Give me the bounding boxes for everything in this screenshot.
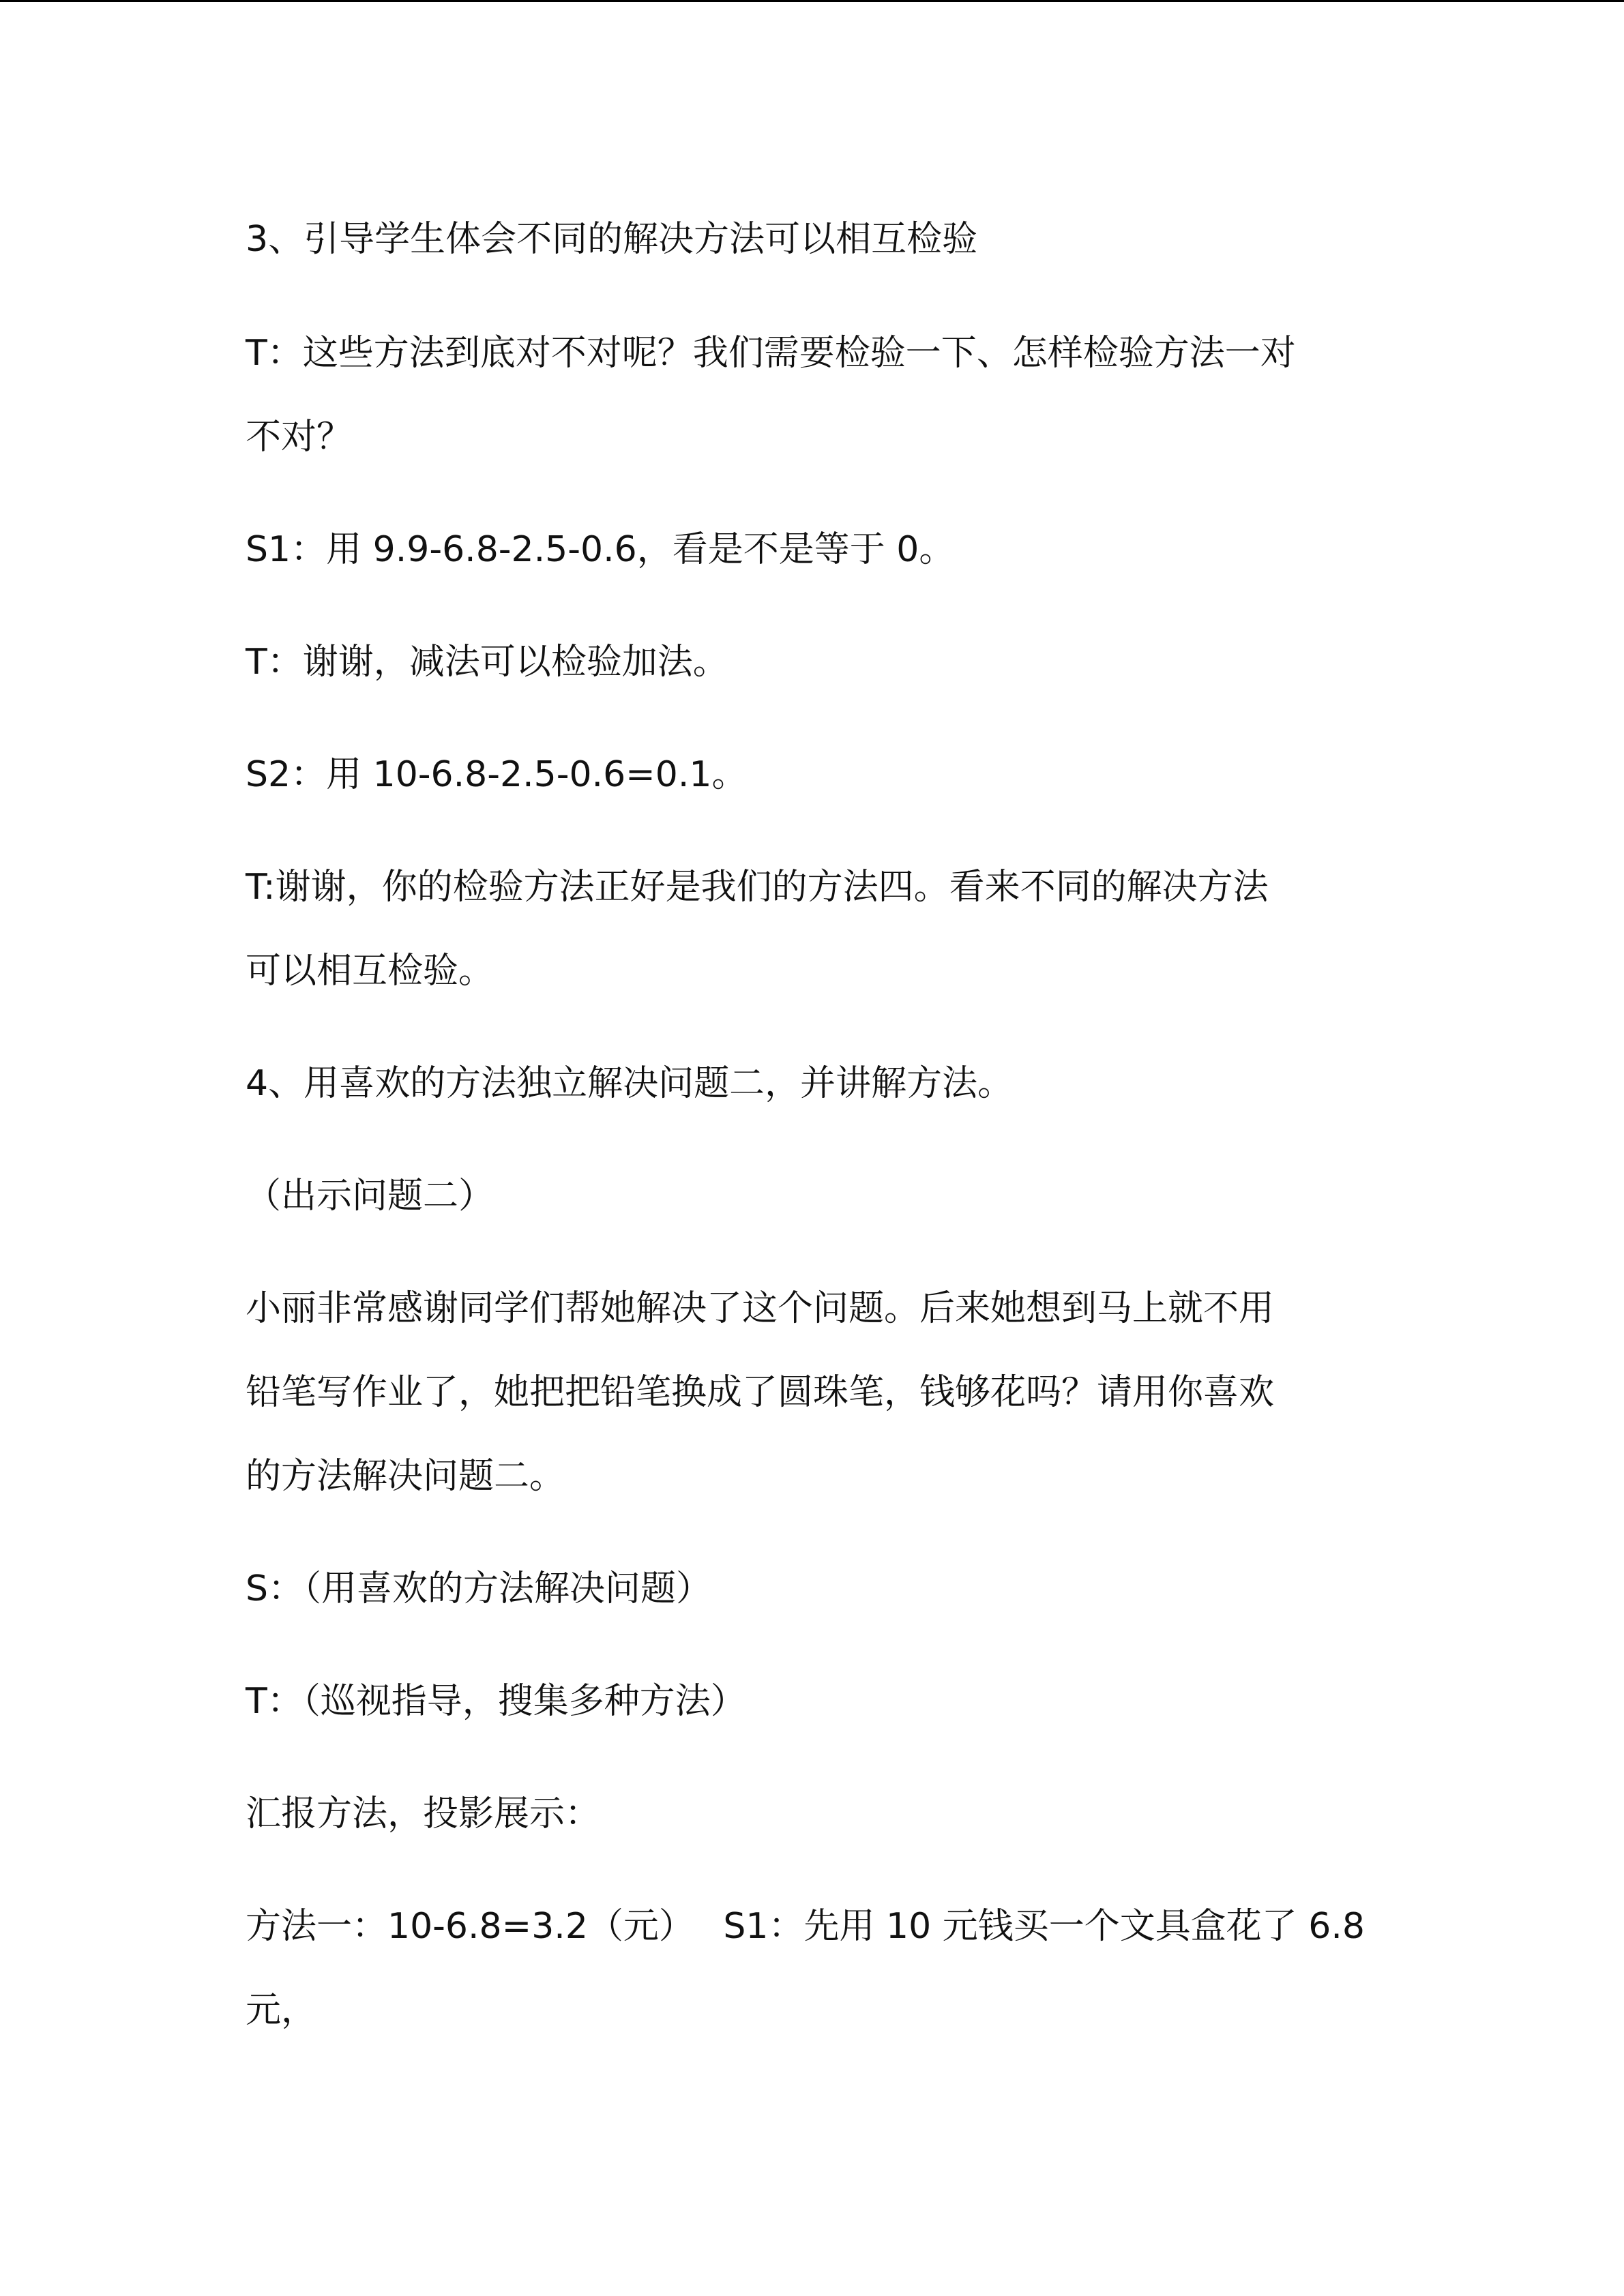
teacher-response-2-line-2: 可以相互检验。 xyxy=(246,951,494,992)
teacher-question-line-1: T：这些方法到底对不对呢？我们需要检验一下、怎样检验方法一对 xyxy=(246,333,1296,374)
section-heading-4: 4、用喜欢的方法独立解决问题二，并讲解方法。 xyxy=(246,1063,1014,1104)
problem-two-text-line-2: 铅笔写作业了，她把把铅笔换成了圆珠笔，钱够花吗？请用你喜欢 xyxy=(246,1372,1275,1413)
teacher-question-line-2: 不对？ xyxy=(246,417,353,458)
student-answer-s2: S2：用 10-6.8-2.5-0.6=0.1。 xyxy=(246,754,748,795)
problem-two-text-line-1: 小丽非常感谢同学们帮她解决了这个问题。后来她想到马上就不用 xyxy=(246,1288,1275,1329)
report-methods-heading: 汇报方法，投影展示： xyxy=(246,1793,601,1834)
student-answer-s1: S1：用 9.9-6.8-2.5-0.6，看是不是等于 0。 xyxy=(246,529,955,570)
section-heading-3: 3、引导学生体会不同的解决方法可以相互检验 xyxy=(246,219,978,260)
problem-two-label: （出示问题二） xyxy=(246,1176,494,1217)
method-one-line-1: 方法一：10-6.8=3.2（元） S1：先用 10 元钱买一个文具盒花了 6.8 xyxy=(246,1906,1365,1947)
teacher-activity: T：（巡视指导，搜集多种方法） xyxy=(246,1681,746,1722)
method-one-line-2: 元， xyxy=(246,1990,317,2031)
student-activity: S：（用喜欢的方法解决问题） xyxy=(246,1568,712,1609)
problem-two-text-line-3: 的方法解决问题二。 xyxy=(246,1456,565,1497)
teacher-response-2-line-1: T:谢谢，你的检验方法正好是我们的方法四。看来不同的解决方法 xyxy=(246,867,1269,908)
teacher-response-1: T：谢谢，减法可以检验加法。 xyxy=(246,642,728,683)
